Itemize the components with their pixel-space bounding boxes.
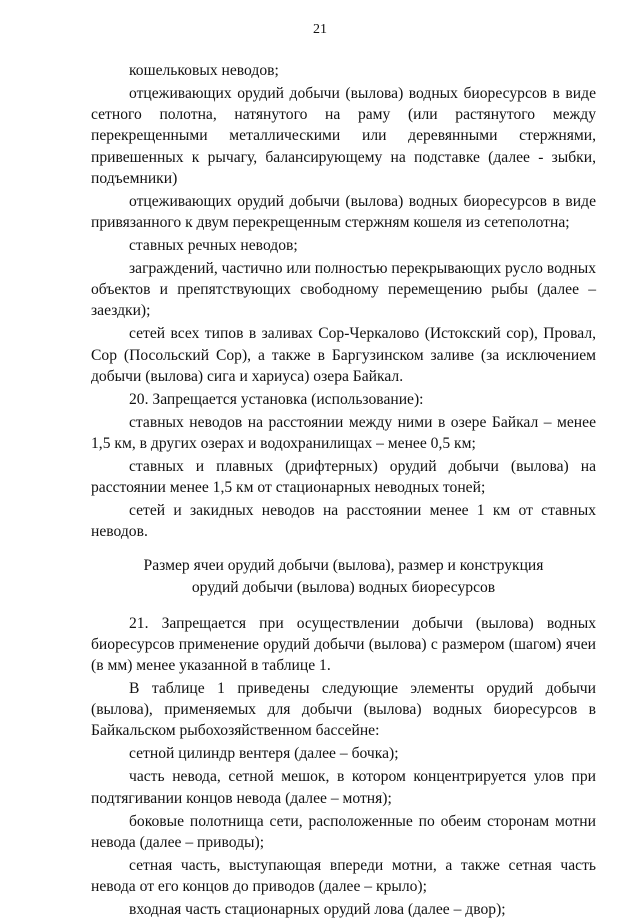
paragraph: отцеживающих орудий добычи (вылова) водных биоресурсов в виде привязанного к двум перекрещенным стержням кошеля из сетеполотна;: [91, 192, 596, 232]
clause-20-heading: 20. Запрещается установка (использование):: [129, 390, 424, 408]
paragraph: отцеживающих орудий добычи (вылова) водных биоресурсов в виде сетного полотна, натянутого на раму (или растянутого между перекрещенными металлическими или деревянными стержнями, привешенных к рычагу, балансирующему на подставке (далее - зыбки, подъемники): [91, 85, 596, 187]
paragraph: сетей всех типов в заливах Сор-Черкалово (Истокский сор), Провал, Сор (Посольский Сор), а также в Баргузинском заливе (за исключением добычи (вылова) сига и хариуса) озера Байкал.: [91, 325, 596, 385]
section-heading-line-1: Размер ячеи орудий добычи (вылова), размер и конструкция: [143, 556, 544, 574]
clause-21: 21. Запрещается при осуществлении добычи (вылова) водных биоресурсов применение орудий добычи (вылова) с размером (шагом) ячеи (в мм) менее указанной в таблице 1.: [91, 614, 596, 675]
paragraph: ставных и плавных (дрифтерных) орудий добычи (вылова) на расстоянии менее 1,5 км от стационарных неводных тоней;: [91, 458, 596, 497]
page-number: 21: [313, 22, 327, 37]
section-heading-line-2: орудий добычи (вылова) водных биоресурсов: [191, 578, 496, 596]
paragraph: ставных речных неводов;: [129, 237, 298, 255]
list-item: часть невода, сетной мешок, в котором концентрируется улов при подтягивании концов невода (далее – мотня);: [91, 768, 596, 807]
paragraph: В таблице 1 приведены следующие элементы орудий добычи (вылова), применяемых для добычи (вылова) водных биоресурсов в Байкальском рыбохозяйственном бассейне:: [91, 680, 596, 740]
list-item: сетная часть, выступающая впереди мотни, а также сетная часть невода от его концов до приводов (далее – крыло);: [91, 856, 596, 896]
paragraph: кошельковых неводов;: [129, 62, 279, 79]
section-heading: [91, 555, 596, 599]
list-item: боковые полотнища сети, расположенные по обеим сторонам мотни невода (далее – приводы);: [91, 812, 596, 851]
paragraph: ставных неводов на расстоянии между ними в озере Байкал – менее 1,5 км, в других озерах и водохранилищах – менее 0,5 км;: [91, 413, 596, 453]
paragraph: сетей и закидных неводов на расстоянии менее 1 км от ставных неводов.: [91, 502, 596, 541]
list-item: входная часть стационарных орудий лова (далее – двор);: [129, 901, 506, 919]
document-body: [91, 60, 596, 922]
list-item: сетной цилиндр вентеря (далее – бочка);: [129, 745, 399, 763]
paragraph: заграждений, частично или полностью перекрывающих русло водных объектов и препятствующих свободному перемещению рыбы (далее – заездки);: [91, 260, 596, 320]
